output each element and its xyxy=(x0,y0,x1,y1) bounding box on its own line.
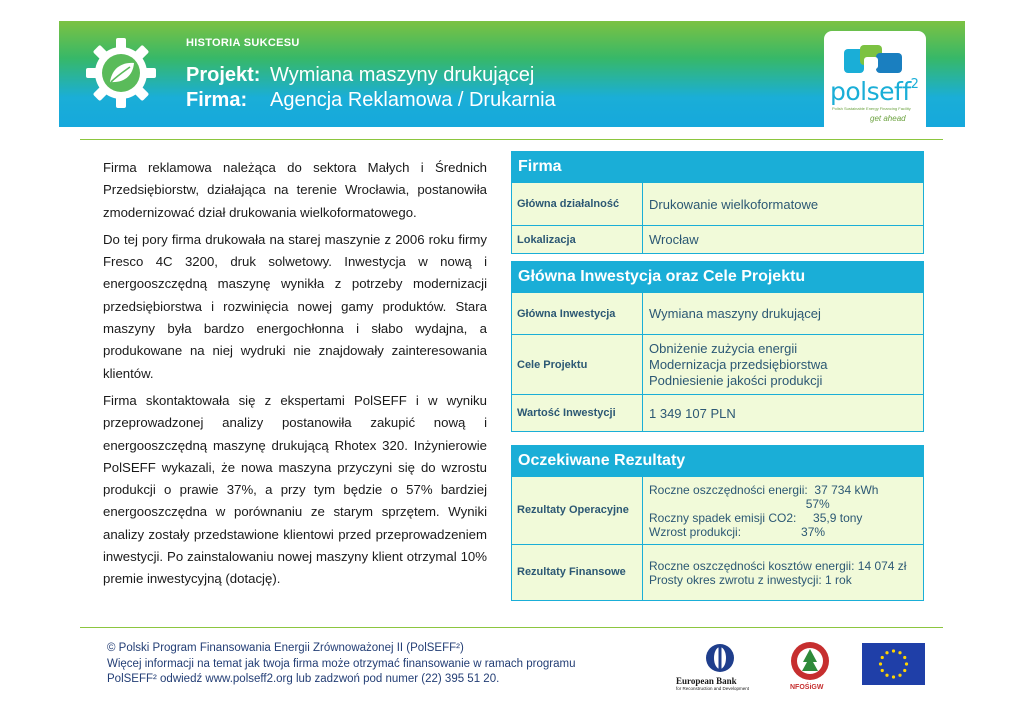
eu-star-icon xyxy=(885,651,888,654)
info-row xyxy=(512,476,923,544)
logo-tagline: Polish Sustainable Energy Financing Facility xyxy=(832,106,911,111)
panel-title: Firma xyxy=(512,152,923,182)
investment-panel xyxy=(511,261,924,432)
eu-star-icon xyxy=(903,656,906,659)
row-label: Rezultaty Operacyjne xyxy=(517,504,629,516)
goal-item: Modernizacja przedsiębiorstwa xyxy=(649,356,828,372)
row-value: 1 349 107 PLN xyxy=(642,395,923,431)
row-label: Główna Inwestycja xyxy=(517,307,616,320)
row-value: Wymiana maszyny drukującej xyxy=(642,293,923,334)
paragraph: Firma skontaktowała się z ekspertami PolSEFF i w wyniku przeprowadzonej analizy postanowiła zakupić nową i energooszczędną maszynę drukującą Rhotex 320. Inżynierowie PolSEFF wykazali, że nowa maszyna przyczyni się do wzrostu produkcji o prawie 37%, a przy tym będzie o 57% bardziej energooszczędna w porównaniu ze starym sprzętem. Wyniki analizy zostały przedstawione klientowi przed przeprowadzeniem inwestycji. Po zainstalowaniu nowej maszyny klient otrzymal 10% premie inwestycyjną (dotację). xyxy=(103,392,487,587)
row-label: Cele Projektu xyxy=(517,358,588,371)
eu-star-icon xyxy=(881,656,884,659)
nfosigw-logo-icon xyxy=(789,640,831,684)
top-divider xyxy=(80,139,943,140)
footer-info xyxy=(107,641,575,688)
company-line xyxy=(186,89,556,112)
footer-line: © Polski Program Finansowania Energii Zrównoważonej II (PolSEFF²) xyxy=(107,642,464,654)
project-line xyxy=(186,64,534,87)
company-panel xyxy=(511,151,924,254)
info-row xyxy=(512,182,923,225)
polseff-logo-icon xyxy=(842,43,906,75)
result-item: Prosty okres zwrotu z inwestycji: 1 rok xyxy=(649,572,852,587)
eu-star-icon xyxy=(879,662,882,665)
bottom-divider xyxy=(80,627,943,628)
panel-title: Główna Inwestycja oraz Cele Projektu xyxy=(512,262,923,292)
company-value: Agencja Reklamowa / Drukarnia xyxy=(270,89,556,111)
row-label: Rezultaty Finansowe xyxy=(517,566,626,578)
paragraph: Do tej pory firma drukowała na starej maszynie z 2006 roku firmy Fresco 4C 3200, druk solwetowy. Inwestycja w nową i energooszczędną maszynę wynikła z potrzeby modernizacji przedsiębiorstwa i rozwinięcia nowej gamy produktów. Stara maszyny była bardzo energochłonna i słabo wydajna, a produkowane na niej wydruki nie znajdowały zainteresowania klientów. xyxy=(103,231,487,381)
logo-wordmark: polseff$^2$ xyxy=(830,76,919,106)
goal-item: Obniżenie zużycia energii xyxy=(649,340,798,356)
info-row xyxy=(512,225,923,253)
eu-star-icon xyxy=(892,675,895,678)
info-row xyxy=(512,292,923,334)
result-item: Roczne oszczędności kosztów energii: 14 074 zł xyxy=(649,558,907,573)
operational-results xyxy=(642,477,923,544)
info-row xyxy=(512,334,923,394)
eu-star-icon xyxy=(892,649,895,652)
results-panel xyxy=(511,445,924,601)
paragraph: Firma reklamowa należąca do sektora Małych i Średnich Przedsiębiorstw, działająca na terenie Wrocławia, postanowiła zmodernizować dział drukowania wielkoformatowego. xyxy=(103,160,487,220)
result-item: Wzrost produkcji: 37% xyxy=(649,524,826,539)
row-label: Wartość Inwestycji xyxy=(517,407,616,419)
goal-item: Podniesienie jakości produkcji xyxy=(649,372,823,388)
info-row xyxy=(512,394,923,431)
eu-star-icon xyxy=(881,669,884,672)
row-value: Wrocław xyxy=(642,226,923,253)
eu-flag-icon xyxy=(862,643,925,685)
info-row xyxy=(512,544,923,600)
logo-slogan: get ahead xyxy=(870,114,906,123)
eu-star-icon xyxy=(903,669,906,672)
result-item: Roczne oszczędności energii: 37 734 kWh xyxy=(649,482,879,497)
eu-star-icon xyxy=(905,662,908,665)
result-item: 57% xyxy=(649,496,830,511)
polseff-logo xyxy=(824,31,926,127)
ebrd-name: European Bank xyxy=(676,676,737,686)
eu-star-icon xyxy=(898,651,901,654)
result-item: Roczny spadek emisji CO2: 35,9 tony xyxy=(649,510,863,525)
financial-results xyxy=(642,545,923,600)
panel-title: Oczekiwane Rezultaty xyxy=(512,446,923,476)
project-value: Wymiana maszyny drukującej xyxy=(270,64,535,86)
company-label: Firma: xyxy=(186,89,248,111)
row-label: Główna działalność xyxy=(517,198,620,210)
eu-star-icon xyxy=(898,674,901,677)
footer-line: PolSEFF² odwiedź www.polseff2.org lub zadzwoń pod numer (22) 395 51 20. xyxy=(107,673,500,685)
gear-leaf-icon xyxy=(84,36,158,110)
row-label: Lokalizacja xyxy=(517,233,576,246)
ebrd-subtitle: for Reconstruction and Development xyxy=(676,686,750,691)
banner-kicker: HISTORIA SUKCESU xyxy=(186,37,300,49)
nfosigw-name: NFOŚiGW xyxy=(790,684,824,691)
row-value: Drukowanie wielkoformatowe xyxy=(642,183,923,225)
footer-line: Więcej informacji na temat jak twoja firma może otrzymać finansowanie w ramach programu xyxy=(107,657,576,670)
eu-star-icon xyxy=(885,674,888,677)
story-text xyxy=(103,157,487,596)
project-label: Projekt: xyxy=(186,64,261,86)
goals-list xyxy=(642,335,923,394)
